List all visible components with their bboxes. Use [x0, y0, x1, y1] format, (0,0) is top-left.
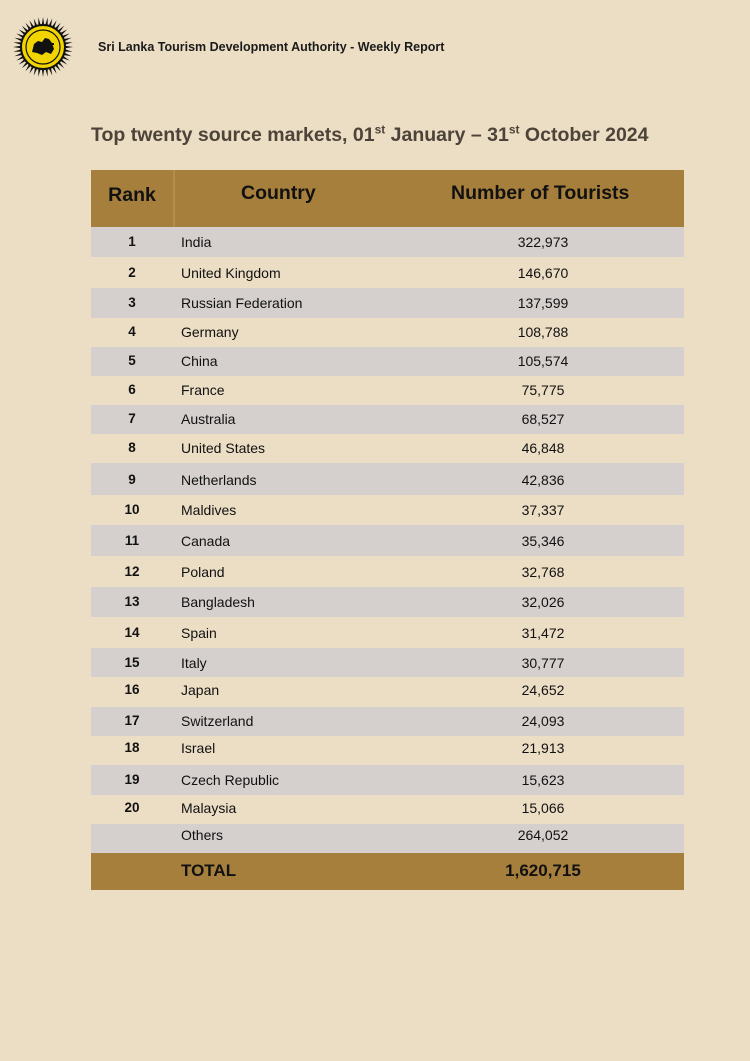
country-cell: Japan — [181, 682, 220, 698]
country-cell: Czech Republic — [181, 772, 280, 788]
tourists-cell: 108,788 — [517, 324, 569, 340]
header-rank: Rank — [108, 184, 156, 206]
country-cell: India — [181, 234, 212, 250]
tourists-cell: 21,913 — [521, 740, 565, 756]
rank-cell: 15 — [124, 655, 140, 670]
tourists-cell: 46,848 — [521, 440, 565, 456]
country-cell: Italy — [181, 655, 207, 671]
rank-cell: 13 — [124, 594, 140, 609]
country-cell: United States — [181, 440, 266, 456]
tourists-cell: 37,337 — [521, 502, 565, 518]
country-cell: Others — [181, 827, 224, 843]
rank-cell: 6 — [128, 382, 136, 397]
header-country: Country — [241, 182, 316, 204]
country-cell: Malaysia — [181, 800, 237, 816]
rank-cell: 4 — [128, 324, 136, 339]
table-row — [91, 617, 684, 648]
tourists-cell: 105,574 — [517, 353, 569, 369]
rank-cell: 5 — [128, 353, 136, 368]
header-tourists: Number of Tourists — [451, 182, 630, 204]
table-row — [91, 347, 684, 376]
total-value: 1,620,715 — [505, 861, 581, 880]
table-row — [91, 227, 684, 257]
sltda-emblem-icon — [12, 16, 74, 78]
tourists-cell: 15,623 — [521, 772, 565, 788]
table-row — [91, 707, 684, 736]
rank-cell: 8 — [128, 440, 136, 455]
country-cell: United Kingdom — [181, 265, 281, 281]
tourists-cell: 30,777 — [521, 655, 565, 671]
country-cell: Canada — [181, 533, 231, 549]
rank-cell: 10 — [124, 502, 140, 517]
table-header — [91, 170, 684, 227]
country-cell: Maldives — [181, 502, 237, 518]
table-row — [91, 405, 684, 434]
rank-cell: 11 — [124, 533, 140, 548]
country-cell: Bangladesh — [181, 594, 255, 610]
report-title: Top twenty source markets, 01st January – 31st October 2024 — [91, 122, 649, 146]
source-markets-table — [91, 170, 684, 890]
rank-cell: 20 — [124, 800, 140, 815]
tourists-cell: 146,670 — [517, 265, 569, 281]
tourists-cell: 32,768 — [521, 564, 565, 580]
tourists-cell: 32,026 — [521, 594, 565, 610]
tourists-cell: 322,973 — [517, 234, 569, 250]
rank-cell: 3 — [128, 295, 136, 310]
rank-cell: 7 — [128, 411, 136, 426]
country-cell: Russian Federation — [181, 295, 303, 311]
tourists-cell: 24,652 — [521, 682, 565, 698]
table-row — [91, 824, 684, 853]
table-row — [91, 556, 684, 587]
total-row — [91, 853, 684, 890]
country-cell: Switzerland — [181, 713, 254, 729]
country-cell: China — [181, 353, 218, 369]
table-row — [91, 677, 684, 707]
country-cell: France — [181, 382, 225, 398]
tourists-cell: 31,472 — [521, 625, 565, 641]
rank-cell: 18 — [124, 740, 140, 755]
country-cell: Poland — [181, 564, 225, 580]
tourists-cell: 15,066 — [521, 800, 565, 816]
rank-cell: 12 — [124, 564, 140, 579]
table-row — [91, 376, 684, 405]
country-cell: Netherlands — [181, 472, 257, 488]
table-row — [91, 257, 684, 288]
table-row — [91, 765, 684, 795]
table-row — [91, 434, 684, 463]
country-cell: Spain — [181, 625, 217, 641]
country-cell: Australia — [181, 411, 236, 427]
table-row — [91, 288, 684, 318]
total-label: TOTAL — [181, 861, 237, 880]
tourists-cell: 75,775 — [521, 382, 565, 398]
tourists-cell: 24,093 — [521, 713, 565, 729]
tourists-cell: 35,346 — [521, 533, 565, 549]
table-row — [91, 318, 684, 347]
rank-cell: 16 — [124, 682, 140, 697]
table-row — [91, 525, 684, 556]
rank-cell: 19 — [124, 772, 140, 787]
country-cell: Israel — [181, 740, 216, 756]
table-row — [91, 736, 684, 765]
table-row — [91, 795, 684, 824]
tourists-cell: 42,836 — [521, 472, 565, 488]
rank-cell: 2 — [128, 265, 136, 280]
table-row — [91, 495, 684, 525]
table-row — [91, 587, 684, 617]
rank-cell: 14 — [124, 625, 140, 640]
table-row — [91, 463, 684, 495]
rank-cell: 1 — [128, 234, 136, 249]
tourists-cell: 68,527 — [521, 411, 565, 427]
rank-cell: 9 — [128, 472, 136, 487]
country-cell: Germany — [181, 324, 239, 340]
tourists-cell: 264,052 — [517, 827, 569, 843]
header-divider — [173, 170, 175, 227]
organization-title: Sri Lanka Tourism Development Authority - Weekly Report — [98, 40, 445, 54]
table-row — [91, 648, 684, 677]
tourists-cell: 137,599 — [517, 295, 569, 311]
rank-cell: 17 — [124, 713, 140, 728]
